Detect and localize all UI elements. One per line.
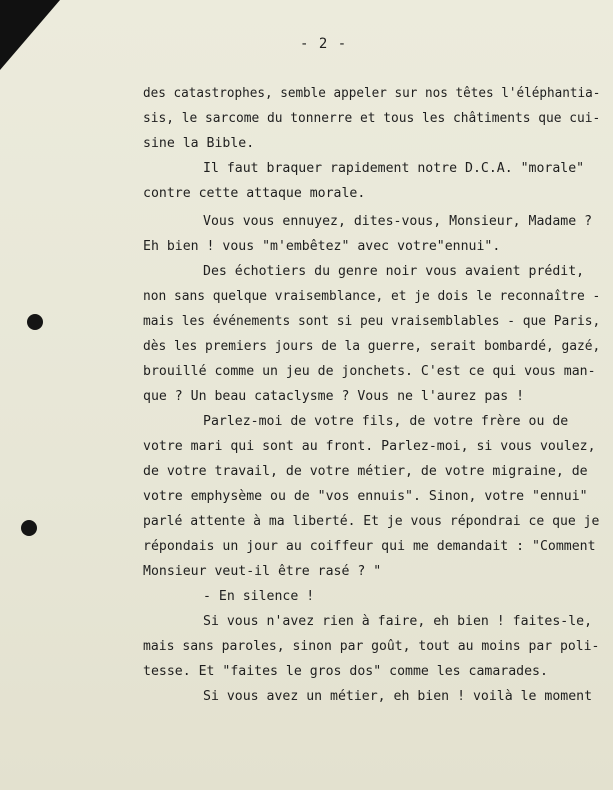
text-line: mais les événements sont si peu vraisemblables - que Paris, (143, 314, 601, 329)
punch-hole-bottom (21, 520, 37, 536)
folded-corner-shadow (0, 0, 60, 70)
text-line: Vous vous ennuyez, dites-vous, Monsieur, Madame ? (203, 214, 593, 229)
text-line: de votre travail, de votre métier, de votre migraine, de (143, 464, 588, 479)
text-line: Si vous avez un métier, eh bien ! voilà le moment (203, 689, 593, 704)
text-line: contre cette attaque morale. (143, 186, 366, 201)
text-line: mais sans paroles, sinon par goût, tout au moins par poli- (143, 639, 600, 654)
text-line: Eh bien ! vous "m'embêtez" avec votre"ennui". (143, 239, 501, 254)
page-number: - 2 - (300, 36, 348, 52)
text-line: Des échotiers du genre noir vous avaient prédit, (203, 264, 585, 279)
text-line: répondais un jour au coiffeur qui me demandait : "Comment (143, 539, 596, 554)
text-line: votre emphysème ou de "vos ennuis". Sinon, votre "ennui" (143, 489, 588, 504)
text-line: sine la Bible. (143, 136, 255, 151)
text-line: brouillé comme un jeu de jonchets. C'est ce qui vous man- (143, 364, 596, 379)
punch-hole-top (27, 314, 43, 330)
text-line: parlé attente à ma liberté. Et je vous répondrai ce que je (143, 514, 600, 529)
text-line: non sans quelque vraisemblance, et je dois le reconnaître - (143, 289, 601, 304)
text-line: tesse. Et "faites le gros dos" comme les camarades. (143, 664, 548, 679)
text-line: Parlez-moi de votre fils, de votre frère ou de (203, 414, 569, 429)
text-line: - En silence ! (203, 589, 315, 604)
text-line: Si vous n'avez rien à faire, eh bien ! faites-le, (203, 614, 593, 629)
text-line: votre mari qui sont au front. Parlez-moi, si vous voulez, (143, 439, 596, 454)
text-line: Monsieur veut-il être rasé ? " (143, 564, 382, 579)
text-line: Il faut braquer rapidement notre D.C.A. "morale" (203, 161, 585, 176)
text-line: des catastrophes, semble appeler sur nos têtes l'éléphantia- (143, 86, 601, 101)
text-line: dès les premiers jours de la guerre, serait bombardé, gazé, (143, 339, 601, 354)
text-line: sis, le sarcome du tonnerre et tous les châtiments que cui- (143, 111, 601, 126)
text-line: que ? Un beau cataclysme ? Vous ne l'aurez pas ! (143, 389, 525, 404)
